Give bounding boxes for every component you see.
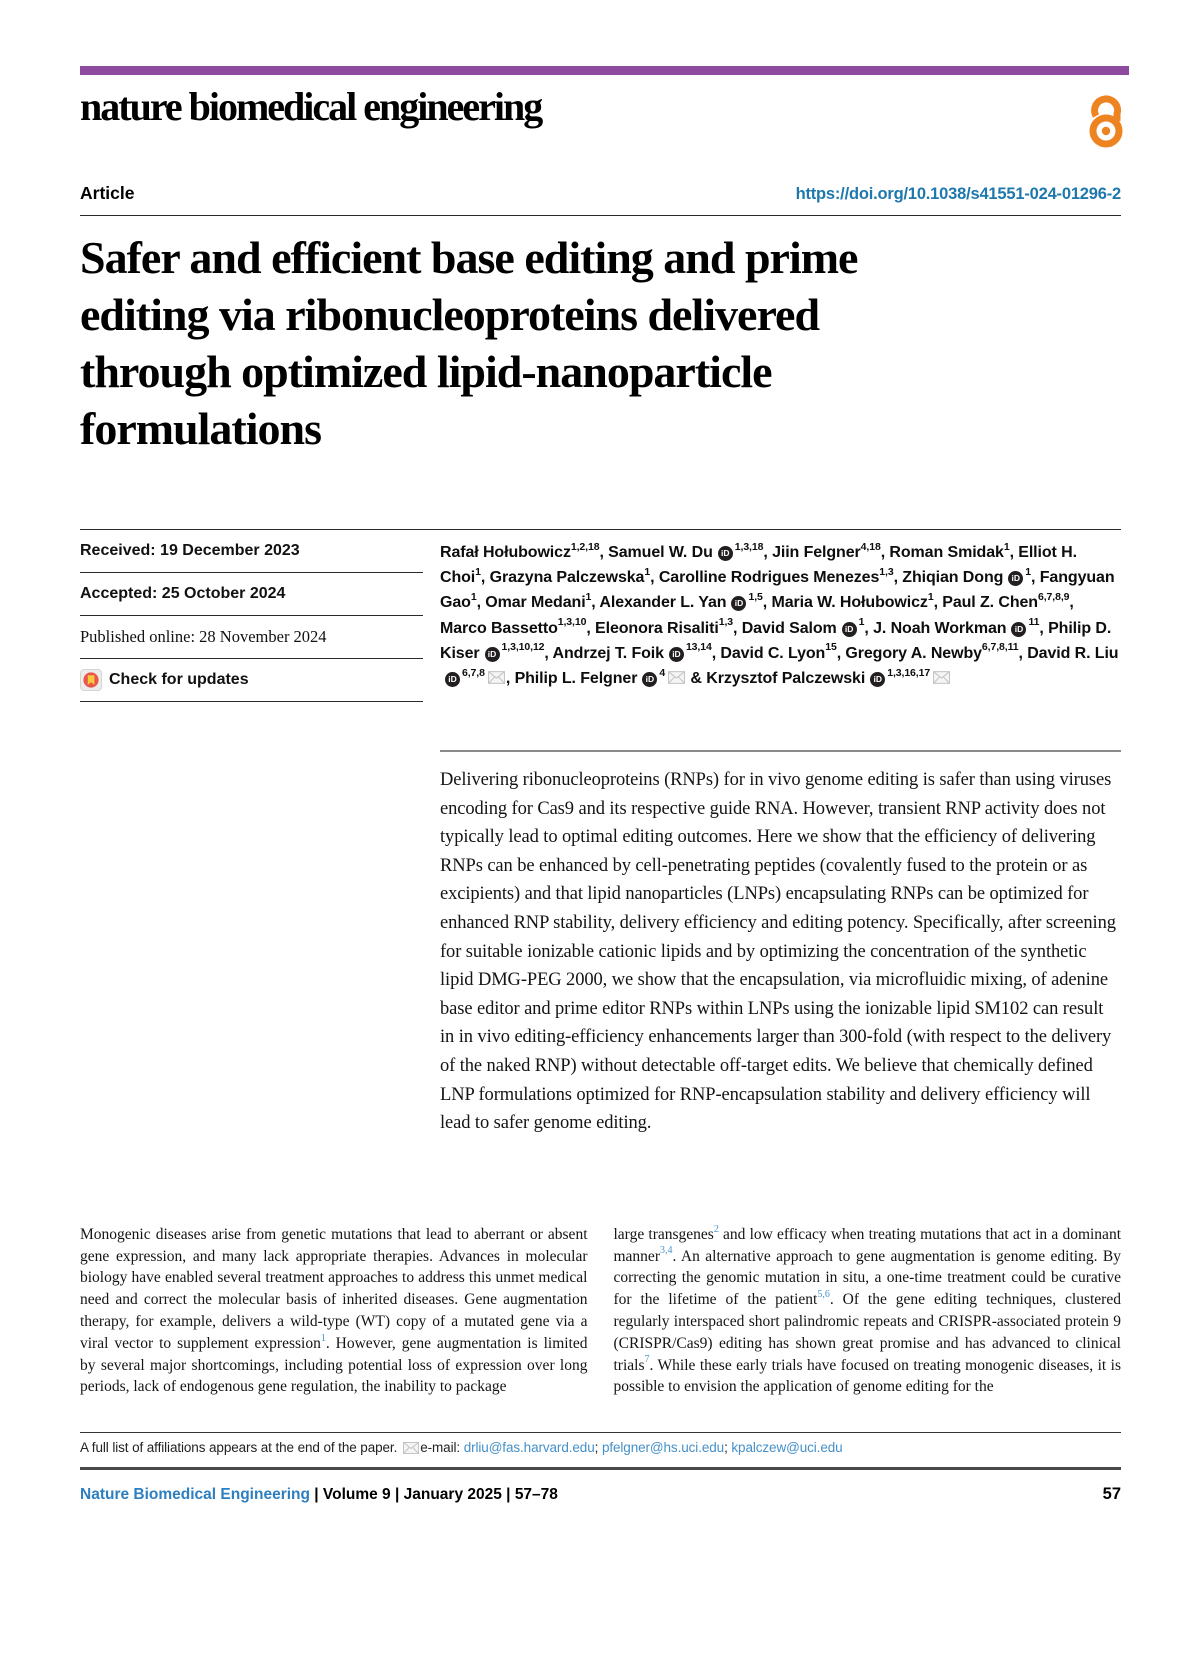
footer-issue-info: | Volume 9 | January 2025 | 57–78 [309,1485,558,1503]
author-affiliation-sup: 6,7,8 [462,666,485,679]
author-affiliation-sup: 4 [659,666,666,679]
article-title: Safer and efficient base editing and prime editing via ribonucleoproteins delivered through optimized lipid-nanoparticle formulations [80,232,858,454]
email-link[interactable]: pfelgner@hs.uci.edu [601,1440,725,1456]
orcid-id-icon[interactable]: iD [842,622,857,637]
dates-column [80,530,423,702]
doi-link[interactable]: https://doi.org/10.1038/s41551-024-01296-2 [795,185,1121,203]
body-paragraph: Monogenic diseases arise from genetic mutations that lead to aberrant or absent gene expression, and many lack appropriate therapies. Advances in molecular biology have enabled several treatment approaches to address this unmet medical need and correct the molecular basis of inherited diseases. Gene augmentation therapy, for example, delivers a wild-type (WT) copy of a mutated gene via a viral vector to supplement expression$^1$. However, gene augmentation is limited by several major shortcomings, including potential loss of expression over long periods, lack of endogenous gene regulation, the inability to package [80,1225,588,1396]
citation-ref[interactable]: 7 [644,1354,650,1366]
check-for-updates-button[interactable] [80,659,423,702]
footer-citation [80,1486,558,1504]
author-name: Rafał Hołubowicz$^{1,2,18}$ [440,540,600,561]
author-name: David R. LiuiD$^{6,7,8}$ [440,645,1118,687]
author-affiliation-sup: 1,3,10 [557,616,587,629]
orcid-id-icon[interactable]: iD [718,546,733,561]
author-name: Paul Z. Chen$^{6,7,8,9}$ [942,591,1070,612]
orcid-id-icon[interactable]: iD [445,672,460,687]
received-date: Received: 19 December 2023 [80,530,423,573]
author-affiliation-sup: 1,3 [718,616,734,629]
citation-ref[interactable]: 2 [713,1223,719,1235]
orcid-id-icon[interactable]: iD [870,672,885,687]
orcid-id-icon[interactable]: iD [642,672,657,687]
citation-ref[interactable]: 5,6 [817,1288,830,1300]
author-affiliation-sup: 1 [858,616,865,629]
author-affiliation-sup: 1 [927,591,934,604]
email-envelope-icon [403,1442,419,1457]
author-name: Krzysztof Palczewski iD$^{1,3,16,17}$ [706,670,951,687]
author-name: Eleonora Risaliti$^{1,3}$ [595,616,734,637]
open-access-icon [1083,89,1127,149]
author-name: Philip L. Felgner $iD^4$ [515,670,687,687]
author-name: Jiin Felgner$^{4,18}$ [772,540,881,561]
author-name: Carolline Rodrigues Menezes$^{1,3}$ [658,565,894,587]
author-name: David C. Lyon$^{15}$ [720,641,837,662]
accepted-date: Accepted: 25 October 2024 [80,573,423,616]
brand-color-bar [80,66,1129,75]
email-envelope-icon[interactable] [933,671,950,688]
body-paragraph: large transgenes$^2$ and low efficacy when treating mutations that act in a dominant manner$^{3,4}$. An alternative approach to gene augmentation is genome editing. By correcting the genomic mutation in situ, a one-time treatment could be curative for the lifetime of the patient$^{5,6}$. Of the gene editing techniques, clustered regularly interspaced short palindromic repeats and CRISPR-associated protein 9 (CRISPR/Cas9) editing has shown great promise and has advanced to clinical trials$^7$. While these early trials have focused on treating monogenic diseases, it is possible to envision the application of genome editing for the [613,1223,1121,1396]
orcid-id-icon[interactable]: iD [485,647,500,662]
author-affiliation-sup: 13,14 [685,641,712,654]
author-name: Roman Smidak$^1$ [889,540,1010,561]
body-col-1 [80,1224,588,1398]
abstract: Delivering ribonucleoproteins (RNPs) for in vivo genome editing is safer than using viruses encoding for Cas9 and its respective guide RNA. However, transient RNP activity does not typically lead to optimal editing outcomes. Here we show that the efficiency of delivering RNPs can be enhanced by cell-penetrating peptides (covalently fused to the protein or as excipients) and that lipid nanoparticles (LNPs) encapsulating RNPs can be optimized for enhanced RNP stability, delivery efficiency and editing potency. Specifically, after screening for suitable ionizable cationic lipids and by optimizing the concentration of the synthetic lipid DMG-PEG 2000, we show that the encapsulation, via microfluidic mixing, of adenine base editor and prime editor RNPs within LNPs using the ionizable lipid SM102 can result in in vivo editing-efficiency enhancements larger than 300-fold (with respect to the delivery of the naked RNP) without detectable off-target edits. We believe that chemically defined LNP formulations optimized for RNP-encapsulation stability and delivery efficiency will lead to safer genome editing. [440,750,1121,1138]
author-name: Elliot H. Choi$^1$ [440,544,1077,587]
author-name: J. Noah Workman $iD^{11}$ [873,616,1040,637]
author-affiliation-sup: 1,2,18 [570,540,600,553]
author-name: Gregory A. Newby$^{6,7,8,11}$ [845,641,1019,662]
check-for-updates-label: Check for updates [109,671,249,688]
author-affiliation-sup: 1 [470,591,477,604]
author-affiliation-sup: 1,3,16,17 [887,666,931,679]
author-name: David Salom $iD^1$ [741,616,865,637]
author-name: Andrzej T. Foik iD$^{13,14}$ [552,641,712,662]
info-section [80,529,1121,702]
footer-journal-name: Nature Biomedical Engineering [80,1485,310,1503]
affiliation-note-row [80,1432,1121,1467]
author-name: Zhiqian Dong $iD^1$ [902,565,1032,587]
author-affiliation-sup: 1 [475,565,481,578]
author-name: Maria W. Hołubowicz$^1$ [771,591,934,612]
article-type-label: Article [80,183,135,203]
author-affiliation-sup: 1,3 [879,565,894,578]
author-affiliation-sup: 1,3,18 [734,540,764,553]
author-name: Philip D. Kiser iD$^{1,3,10,12}$ [440,619,1112,662]
email-envelope-icon[interactable] [488,671,505,688]
body-col-2 [614,1224,1122,1398]
email-links: drliu@fas.harvard.edu; pfelgner@hs.uci.edu; kpalczew@uci.edu [463,1440,843,1456]
orcid-id-icon[interactable]: iD [669,647,684,662]
journal-logo: nature biomedical engineering [80,84,542,129]
orcid-id-icon[interactable]: iD [1008,571,1023,586]
author-name: Grazyna Palczewska$^1$ [489,565,651,587]
article-page [0,66,1200,1504]
author-list: Rafał Hołubowicz$^{1,2,18}$, Samuel W. Du iD$^{1,3,18}$, Jiin Felgner$^{4,18}$, Roman Smidak$^1$, Elliot H. Choi$^1$, Grazyna Palczewska$^1$, Carolline Rodrigues Menezes$^{1,3}$, Zhiqian Dong $iD^1$, Fangyuan Gao$^1$, Omar Medani$^1$, Alexander L. Yan iD$^{1,5}$, Maria W. Hołubowicz$^1$, Paul Z. Chen$^{6,7,8,9}$, Marco Bassetto$^{1,3,10}$, Eleonora Risaliti$^{1,3}$, David Salom $iD^1$, J. Noah Workman $iD^{11}$, Philip D. Kiser iD$^{1,3,10,12}$, Andrzej T. Foik iD$^{13,14}$, David C. Lyon$^{15}$, Gregory A. Newby$^{6,7,8,11}$, David R. LiuiD$^{6,7,8}$ , Philip L. Felgner $iD^4$ & Krzysztof Palczewski iD$^{1,3,16,17}$ [440,540,1119,688]
citation-ref[interactable]: 3,4 [659,1245,673,1257]
author-affiliation-sup: 1 [585,591,592,604]
email-link[interactable]: drliu@fas.harvard.edu [463,1440,595,1456]
author-affiliation-sup: 6,7,8,9 [1037,591,1070,604]
email-link[interactable]: kpalczew@uci.edu [731,1440,843,1456]
citation-ref[interactable]: 1 [320,1332,326,1344]
author-affiliation-sup: 1,3,10,12 [501,641,545,654]
orcid-id-icon[interactable]: iD [731,596,746,611]
body-text [80,1224,1121,1398]
author-affiliation-sup: 1 [644,565,651,578]
article-header-row [80,183,1121,216]
email-label: e-mail: [420,1440,464,1456]
crossmark-icon [80,669,102,691]
affiliation-note: A full list of affiliations appears at the end of the paper. [80,1440,398,1456]
author-name: Marco Bassetto$^{1,3,10}$ [440,616,587,637]
email-envelope-icon[interactable] [668,671,685,688]
author-name: Omar Medani$^1$ [485,591,592,612]
author-affiliation-sup: 6,7,8,11 [981,641,1019,654]
author-affiliation-sup: 1 [1025,565,1032,578]
masthead [80,83,1121,137]
footer-row [80,1470,1121,1504]
page-number: 57 [1102,1485,1121,1504]
author-name: Alexander L. Yan iD$^{1,5}$ [599,591,763,612]
orcid-id-icon[interactable]: iD [1011,622,1026,637]
author-affiliation-sup: 1 [1003,540,1010,553]
author-affiliation-sup: 4,18 [860,540,881,553]
author-affiliation-sup: 11 [1028,616,1040,629]
author-affiliation-sup: 15 [825,641,837,654]
author-affiliation-sup: 1,5 [748,591,763,604]
author-name: Samuel W. Du iD$^{1,3,18}$ [608,540,764,561]
author-name: Fangyuan Gao$^1$ [440,569,1115,612]
published-date: Published online: 28 November 2024 [80,616,423,659]
